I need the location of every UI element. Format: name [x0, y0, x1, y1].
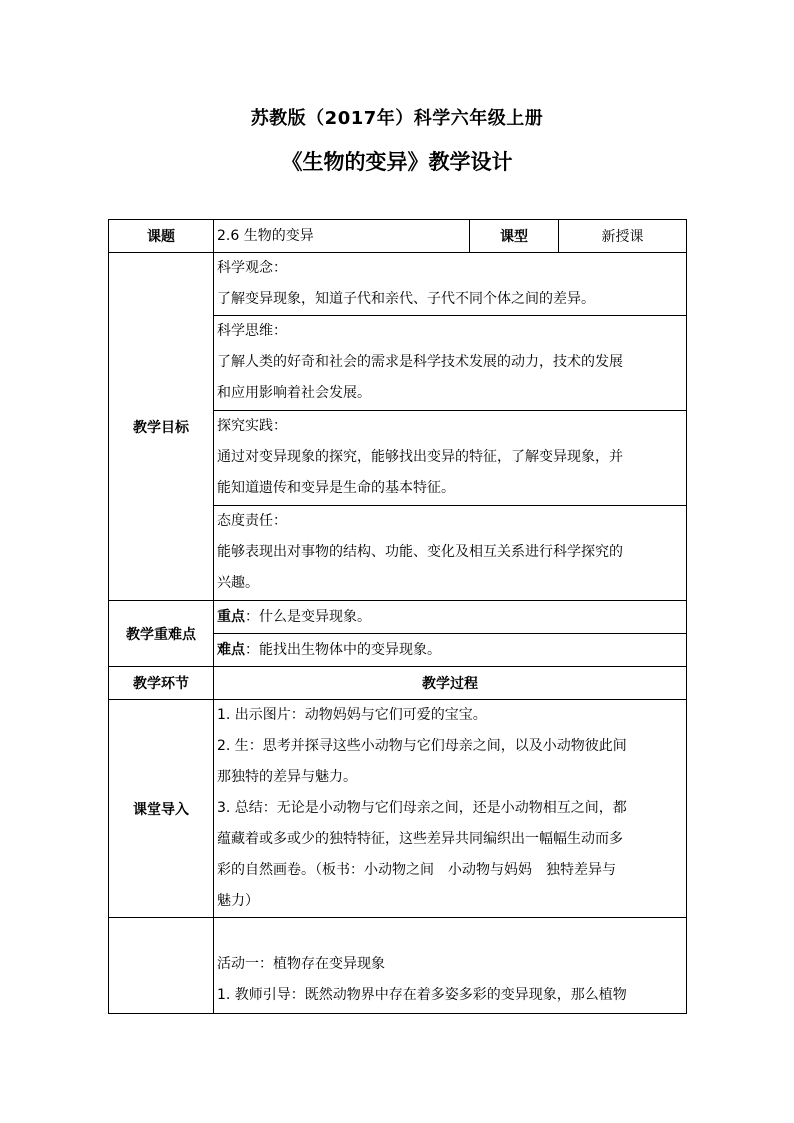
topic-value: 2.6 生物的变异 — [214, 220, 470, 253]
document-subtitle: 《生物的变异》教学设计 — [281, 150, 513, 174]
keypoints-label: 教学重难点 — [109, 601, 214, 667]
objective-text: 兴趣。 — [217, 575, 259, 591]
objective-text: 能够表现出对事物的结构、功能、变化及相互关系进行科学探究的 — [217, 544, 623, 560]
intro-line: 2. 生：思考并探寻这些小动物与它们母亲之间，以及小动物彼此间 — [217, 738, 627, 754]
objective-science-concept — [214, 253, 687, 316]
intro-content — [214, 700, 687, 918]
objective-text: 了解变异现象，知道子代和亲代、子代不同个体之间的差异。 — [217, 291, 595, 307]
topic-label: 课题 — [109, 220, 214, 253]
document-title: 苏教版（2017年）科学六年级上册 — [250, 108, 544, 129]
key-point: 重点：什么是变异现象。 — [214, 601, 687, 634]
activity-content — [214, 918, 687, 1014]
intro-line: 1. 出示图片：动物妈妈与它们可爱的宝宝。 — [217, 707, 487, 723]
objective-text: 和应用影响着社会发展。 — [217, 385, 371, 401]
objective-text: 了解人类的好奇和社会的需求是科学技术发展的动力，技术的发展 — [217, 354, 623, 370]
stage-header: 教学环节 — [109, 667, 214, 700]
intro-line: 蕴藏着或多或少的独特特征，这些差异共同编织出一幅幅生动而多 — [217, 831, 623, 847]
objective-heading: 科学思维： — [217, 323, 287, 339]
objectives-label: 教学目标 — [109, 253, 214, 601]
activity-line: 1. 教师引导：既然动物界中存在着多姿多彩的变异现象，那么植物 — [217, 987, 627, 1003]
activity-stage-cell — [109, 918, 214, 1014]
lesson-plan-table — [108, 219, 687, 1014]
intro-line: 彩的自然画卷。（板书：小动物之间 小动物与妈妈 独特差异与 — [217, 862, 616, 878]
activity-line: 活动一：植物存在变异现象 — [217, 956, 385, 972]
type-label: 课型 — [470, 220, 559, 253]
intro-line: 3. 总结：无论是小动物与它们母亲之间，还是小动物相互之间，都 — [217, 800, 627, 816]
intro-label: 课堂导入 — [109, 700, 214, 918]
objective-heading: 态度责任： — [217, 513, 287, 529]
process-header: 教学过程 — [214, 667, 687, 700]
objective-text: 通过对变异现象的探究，能够找出变异的特征，了解变异现象，并 — [217, 449, 623, 465]
objective-heading: 科学观念： — [217, 260, 287, 276]
objective-inquiry-practice — [214, 411, 687, 506]
type-value: 新授课 — [559, 220, 687, 253]
objective-attitude-responsibility — [214, 506, 687, 601]
intro-line: 那独特的差异与魅力。 — [217, 769, 357, 785]
difficult-point: 难点：能找出生物体中的变异现象。 — [214, 634, 687, 667]
objective-text: 能知道遗传和变异是生命的基本特征。 — [217, 480, 455, 496]
objective-science-thinking — [214, 316, 687, 411]
objective-heading: 探究实践： — [217, 418, 287, 434]
intro-line: 魅力） — [217, 893, 259, 909]
